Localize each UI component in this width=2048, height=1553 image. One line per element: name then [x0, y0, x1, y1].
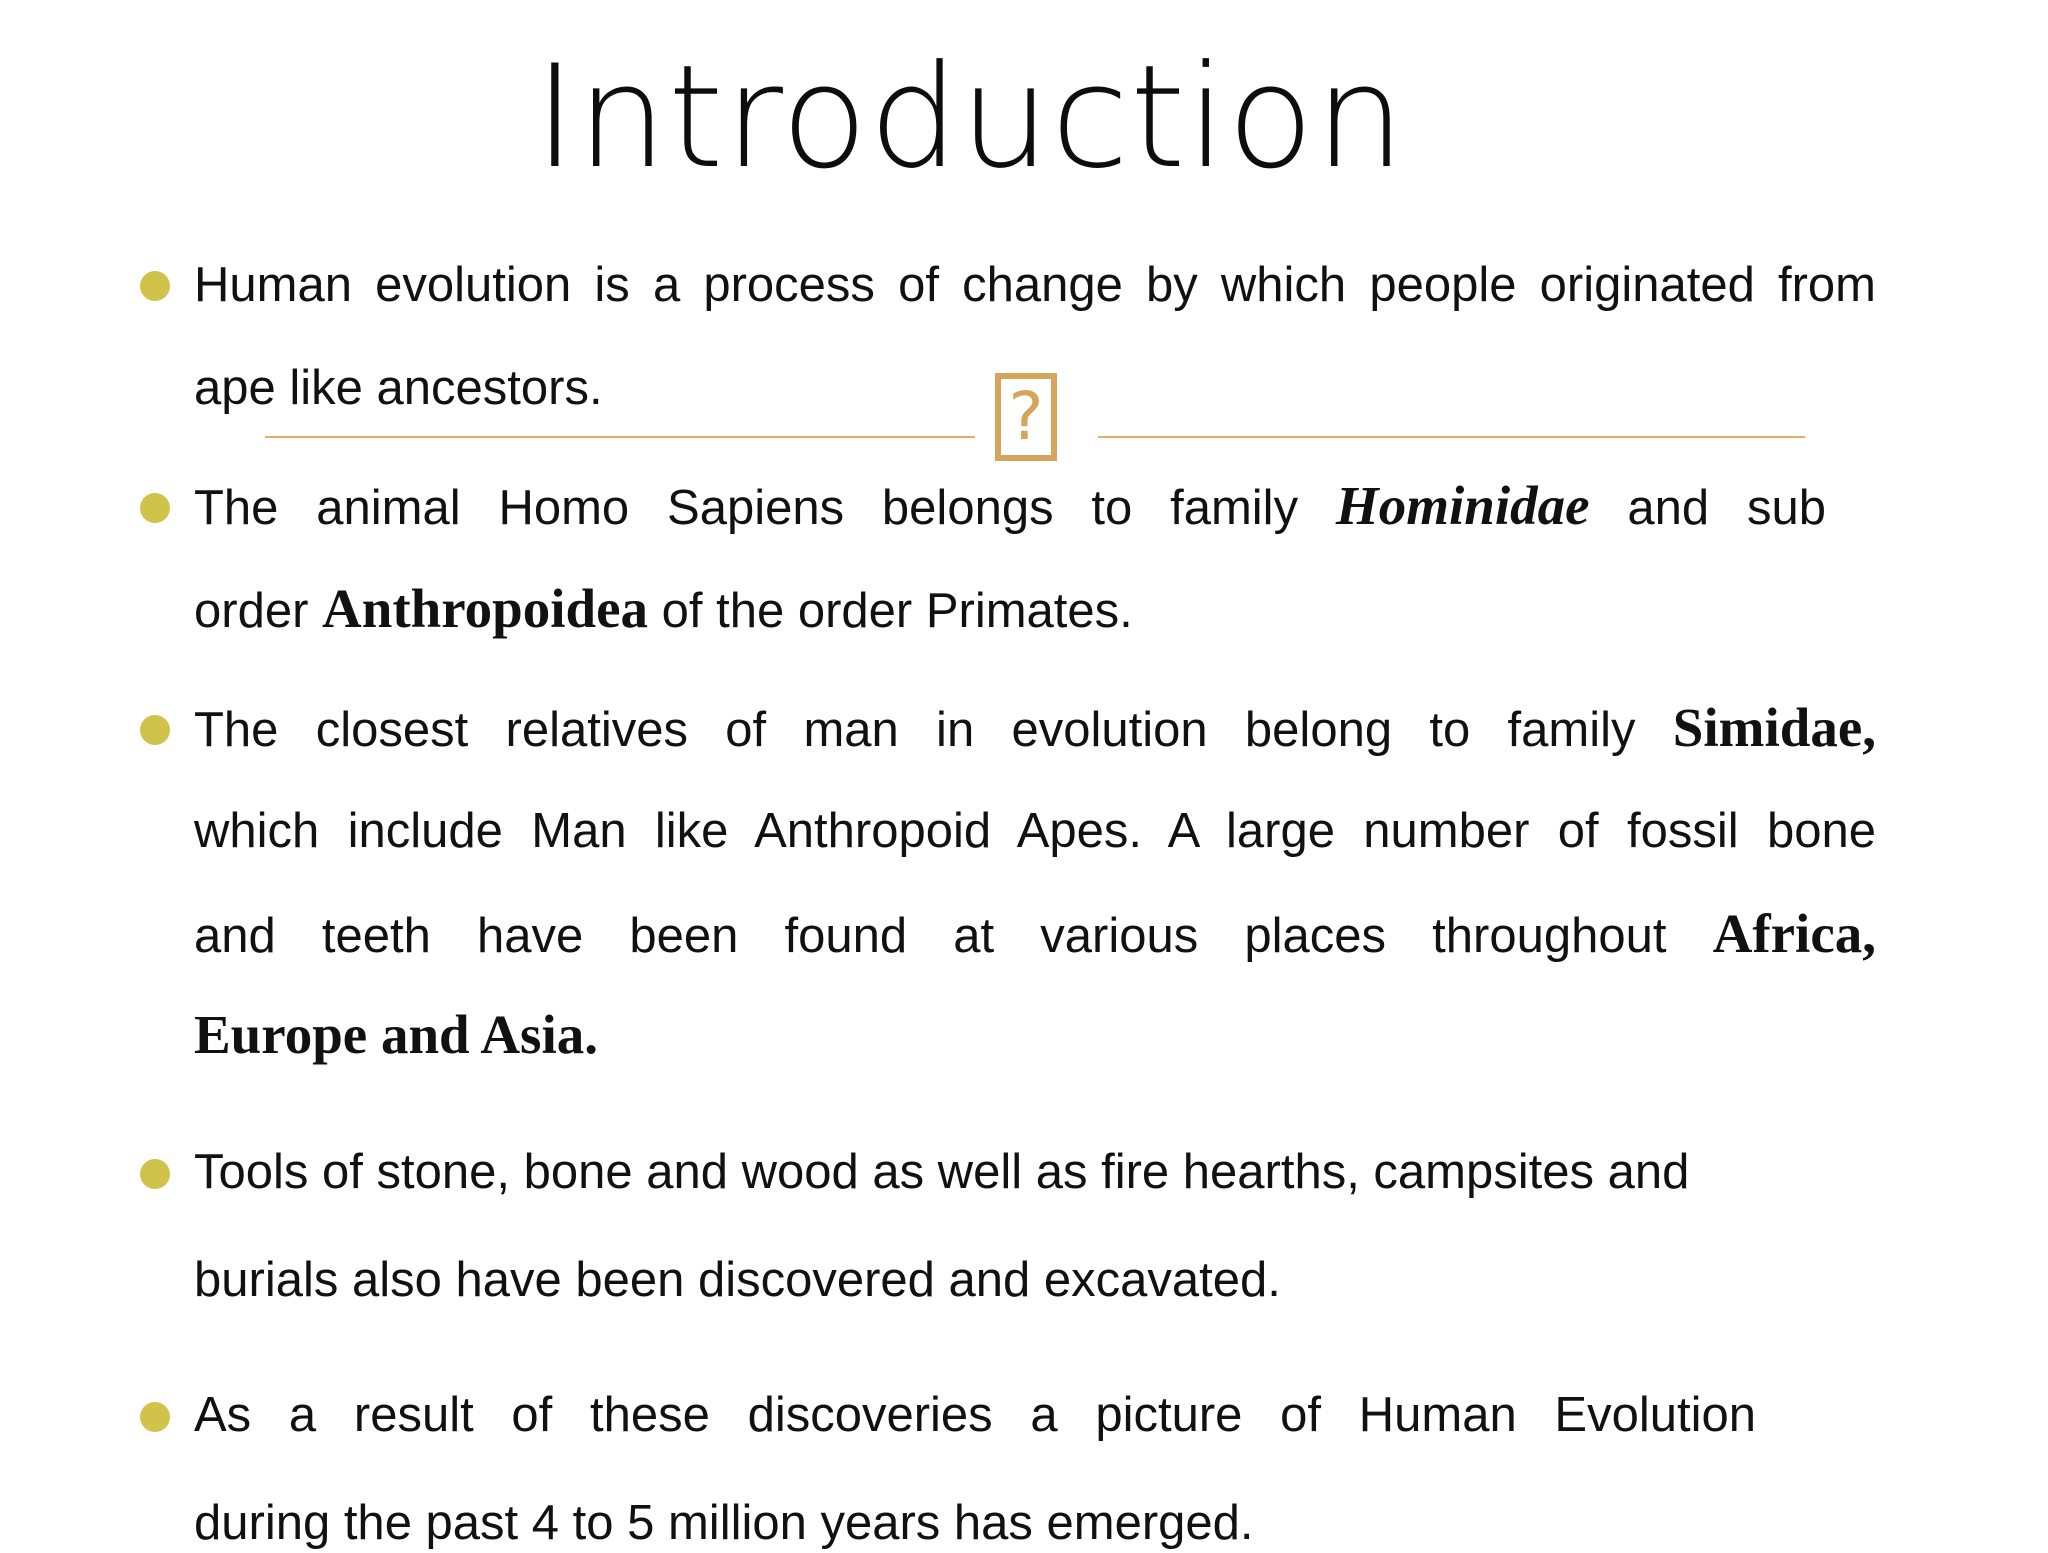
bold-term: Europe and Asia.: [194, 1004, 598, 1065]
text-run: and sub: [1589, 481, 1826, 535]
bullet-3-line-4: [194, 1005, 598, 1067]
bullet-dot: [140, 715, 170, 745]
bullet-dot: [140, 1159, 170, 1189]
bullet-1-line-2: ape like ancestors.: [194, 361, 603, 415]
text-run: The closest relatives of man in evolution belong to family: [194, 703, 1673, 757]
bullet-dot: [140, 493, 170, 523]
bullet-5-line-1: As a result of these discoveries a picture of Human Evolution: [194, 1388, 1756, 1442]
divider-right: [1098, 436, 1805, 438]
text-run: order: [194, 584, 323, 638]
bullet-3-line-2: which include Man like Anthropoid Apes. A large number of fossil bone: [194, 804, 1876, 858]
bullet-4-line-1: Tools of stone, bone and wood as well as fire hearths, campsites and: [194, 1145, 1690, 1199]
bullet-5-line-2: during the past 4 to 5 million years has emerged.: [194, 1496, 1254, 1550]
bullet-1-line-1: Human evolution is a process of change by which people originated from: [194, 258, 1876, 312]
bullet-dot: [140, 1402, 170, 1432]
bold-term: Anthropoidea: [322, 578, 649, 639]
text-run: The animal Homo Sapiens belongs to family: [194, 481, 1336, 535]
bullet-dot: [140, 271, 170, 301]
question-mark-box-icon: ?: [995, 373, 1057, 461]
text-run: of the order Primates.: [648, 584, 1133, 638]
bullet-2-line-1: [194, 476, 1826, 538]
bold-term: Simidae,: [1672, 697, 1876, 758]
slide-title: Introduction: [534, 35, 1406, 200]
bold-term: Africa,: [1712, 903, 1876, 964]
bullet-3-line-1: [194, 698, 1876, 760]
text-run: and teeth have been found at various places throughout: [194, 909, 1713, 963]
italic-term: Hominidae: [1335, 475, 1590, 536]
bullet-3-line-3: [194, 904, 1876, 966]
divider-left: [265, 436, 975, 438]
bullet-4-line-2: burials also have been discovered and excavated.: [194, 1253, 1281, 1307]
bullet-2-line-2: [194, 579, 1133, 641]
